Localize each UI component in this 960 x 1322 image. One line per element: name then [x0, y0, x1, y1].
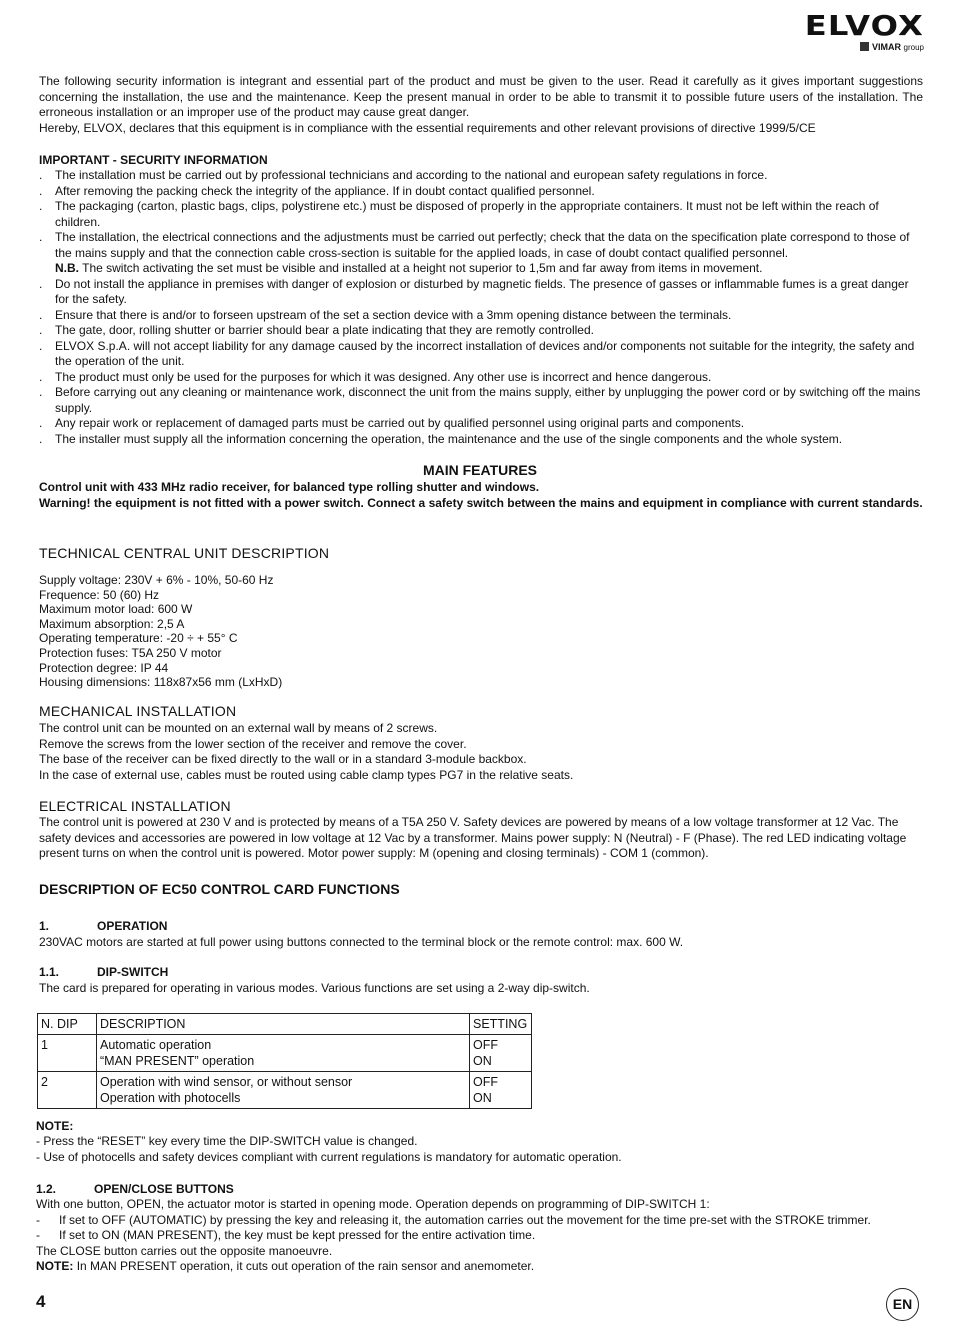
dip-table: [37, 1013, 532, 1109]
operation-heading: 1. OPERATION: [39, 919, 168, 933]
list-item: . Before carrying out any cleaning or maintenance work, disconnect the unit from the mains supply, either by unplugging the power cord or by switching off the mains supply.: [39, 385, 921, 415]
table-header: DESCRIPTION: [97, 1014, 470, 1035]
spec-line: Maximum motor load: 600 W: [39, 602, 193, 617]
table-header-row: [38, 1014, 532, 1035]
brand-logo: [804, 9, 924, 56]
note-text: - Press the “RESET” key every time the DIP-SWITCH value is changed. - Use of photocells and safety devices compliant with current regulations is mandatory for automatic operation.: [36, 1134, 622, 1164]
dipswitch-heading: 1.1. DIP-SWITCH: [39, 965, 169, 979]
group-label: group: [903, 43, 924, 52]
vimar-label: VIMAR: [872, 42, 902, 52]
list-item: . Do not install the appliance in premises with danger of explosion or disturbed by magnetic fields. The presence of gasses or inflammable fumes is a great danger for the safety.: [39, 276, 909, 306]
spec-line: Protection degree: IP 44: [39, 660, 169, 675]
dipswitch-text: The card is prepared for operating in various modes. Various functions are set using a 2-way dip-switch.: [39, 981, 590, 995]
table-row: 1 Automatic operation “MAN PRESENT” operation OFF ON: [38, 1035, 532, 1072]
list-item: . After removing the packing check the integrity of the appliance. If in doubt contact qualified personnel.: [39, 183, 595, 198]
security-list: [39, 168, 923, 447]
page-number: 4: [36, 1292, 46, 1311]
spec-line: Frequence: 50 (60) Hz: [39, 587, 160, 602]
intro-section: [39, 74, 923, 136]
language-badge: EN: [886, 1288, 919, 1321]
mechanical-text: The control unit can be mounted on an external wall by means of 2 screws. Remove the screws from the lower section of the receiver and remove the cover. The base of the receiver can be fixed directly to the wall or in a standard 3-module backbox. In the case of external use, cables must be routed using cable clamp types PG7 in the relative seats.: [39, 721, 574, 782]
vimar-square-icon: [860, 42, 869, 51]
list-item: . ELVOX S.p.A. will not accept liability for any damage caused by the incorrect installation of devices and/or components not suitable for the integrity, the safety and the operation of the unit.: [39, 338, 915, 368]
electrical-text: The control unit is powered at 230 V and is protected by means of a T5A 250 V. Safety devices are powered by means of a low voltage transformer at 12 Vac. The safety devices and accessories are powered in low voltage at 12 Vac by a transformer. Mains power supply: N (Neutral) - F (Phase). The red LED indicating voltage present turns on when the control unit is powered. Motor power supply: M (opening and closing terminals) - COM 1 (common).: [39, 815, 907, 860]
nb-label: N.B.: [55, 261, 79, 275]
technical-title: TECHNICAL CENTRAL UNIT DESCRIPTION: [39, 545, 330, 561]
list-item: . The gate, door, rolling shutter or barrier should bear a plate indicating that they are remotly controlled.: [39, 323, 594, 337]
security-title: IMPORTANT - SECURITY INFORMATION: [39, 153, 268, 167]
intro-paragraph: The following security information is integrant and essential part of the product and must be given to the user. Read it carefully as it gives important suggestions concerning the installation, the use and the maintenance. Keep the present manual in order to be able to transmit it to possible future users of the installation. The erroneous installation or an improper use of the product may cause great danger.: [39, 74, 923, 119]
list-item: . Ensure that there is and/or to forseen upstream of the set a section device with a 3mm opening distance between the terminals.: [39, 307, 732, 322]
compliance-paragraph: Hereby, ELVOX, declares that this equipment is in compliance with the essential requirements and other relevant provisions of directive 1999/5/CE: [39, 120, 816, 135]
operation-text: 230VAC motors are started at full power using buttons connected to the terminal block or the remote control: max. 600 W.: [39, 935, 684, 949]
spec-line: Housing dimensions: 118x87x56 mm (LxHxD): [39, 675, 283, 690]
list-item: - If set to OFF (AUTOMATIC) by pressing the key and releasing it, the automation carries out the movement for the time pre-set with the STROKE trimmer.: [36, 1212, 871, 1227]
spec-line: Protection fuses: T5A 250 V motor: [39, 645, 222, 660]
list-item: . The packaging (carton, plastic bags, clips, polystirene etc.) must be disposed of properly in the appropriate containers. It must not be left within the reach of children.: [39, 199, 879, 229]
list-item: . The installation, the electrical connections and the adjustments must be carried out perfectly; check that the data on the specification plate correspond to those of the mains supply and that the connection cable cross-section is suitable for the applied loads, in case of doubt contact qualified personnel. N.B. The switch activating the set must be visible and installed at a height not superior to 1,5m and far away from items in movement.: [39, 230, 910, 275]
openclose-note-label: NOTE:: [36, 1259, 74, 1273]
openclose-text: With one button, OPEN, the actuator motor is started in opening mode. Operation depends on programming of DIP-SWITCH 1: - If set to OFF (AUTOMATIC) by pressing the key and releasing it, the automation carries out the movement for the time pre-set with the STROKE trimmer. - If set to ON (MAN PRESENT), the key must be kept pressed for the entire activation time. The CLOSE button carries out the opposite manoeuvre. NOTE: In MAN PRESENT operation, it cuts out operation of the rain sensor and anemometer.: [36, 1197, 926, 1275]
list-item: . The installer must supply all the information concerning the operation, the maintenance and the use of the single components and the whole system.: [39, 431, 843, 446]
spec-line: Supply voltage: 230V + 6% - 10%, 50-60 Hz: [39, 573, 274, 587]
table-header: N. DIP: [38, 1014, 97, 1035]
main-features-text: Control unit with 433 MHz radio receiver, for balanced type rolling shutter and windows. Warning! the equipment is not fitted with a power switch. Connect a safety switch between the mains and equipment in compliance with current standards.: [39, 480, 923, 510]
list-item: - If set to ON (MAN PRESENT), the key must be kept pressed for the entire activation time.: [36, 1228, 536, 1242]
spec-line: Operating temperature: -20 ÷ + 55° C: [39, 631, 238, 646]
table-header: SETTING: [470, 1014, 532, 1035]
nb-text: The switch activating the set must be visible and installed at a height not superior to 1,5m and far away from items in movement.: [82, 261, 763, 275]
elvox-wordmark: ELVOX: [804, 9, 924, 42]
table-row: 2 Operation with wind sensor, or without sensor Operation with photocells OFF ON: [38, 1072, 532, 1109]
list-item: . The installation must be carried out by professional technicians and according to the national and european safety regulations in force.: [39, 168, 768, 182]
technical-specs: [39, 573, 923, 690]
main-features-title: MAIN FEATURES: [422, 462, 538, 478]
spec-line: Maximum absorption: 2,5 A: [39, 616, 185, 631]
note-title: NOTE:: [36, 1119, 74, 1133]
vimar-group-mark: [812, 42, 924, 53]
list-item: . Any repair work or replacement of damaged parts must be carried out by qualified personnel using original parts and components.: [39, 416, 745, 430]
electrical-title: ELECTRICAL INSTALLATION: [39, 798, 231, 814]
list-item: . The product must only be used for the purposes for which it was designed. Any other use is incorrect and hence dangerous.: [39, 369, 712, 384]
ec50-title: DESCRIPTION OF EC50 CONTROL CARD FUNCTIONS: [39, 881, 400, 897]
openclose-heading: 1.2. OPEN/CLOSE BUTTONS: [36, 1182, 234, 1196]
mechanical-title: MECHANICAL INSTALLATION: [39, 703, 237, 719]
